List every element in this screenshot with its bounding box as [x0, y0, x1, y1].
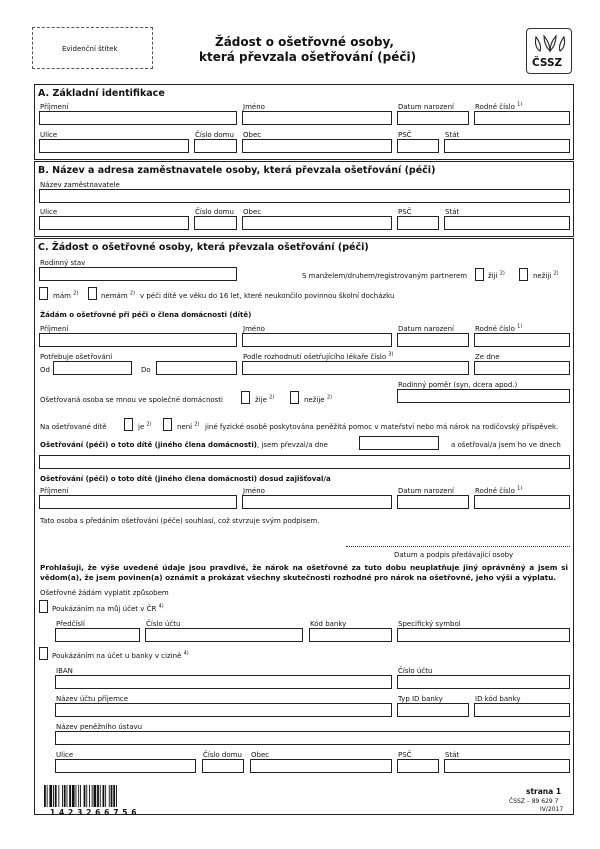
barcode-bar	[67, 785, 68, 807]
label-c-stat: Stát	[445, 751, 460, 759]
cssz-logo	[526, 28, 572, 74]
label-spec-symbol: Specifický symbol	[398, 620, 461, 628]
barcode-bar	[80, 785, 81, 807]
label-deti-text: v péči dítě ve věku do 16 let, které neukončilo povinnou školní docházku	[140, 292, 395, 300]
barcode-bar	[53, 785, 54, 807]
label-b-ulice: Ulice	[40, 208, 58, 216]
barcode-bar	[92, 785, 93, 807]
a-ulice-field[interactable]	[39, 139, 189, 153]
label-nazev-ustavu: Název peněžního ústavu	[56, 723, 143, 731]
barcode-bar	[72, 785, 75, 807]
nezije-checkbox[interactable]	[290, 391, 299, 404]
barcode-bar	[55, 785, 57, 807]
barcode-bar	[44, 785, 46, 807]
zije-checkbox[interactable]	[241, 391, 250, 404]
logo-text: ČSSZ	[532, 57, 563, 69]
a-jmeno-field[interactable]	[242, 111, 392, 125]
barcode-bar	[76, 785, 77, 807]
label-nazev-zamestnavatele: Název zaměstnavatele	[40, 181, 120, 189]
label-d-prijmeni: Příjmení	[40, 487, 69, 495]
neni-checkbox[interactable]	[163, 418, 172, 431]
barcode-bar	[62, 785, 63, 807]
c-psc-field[interactable]	[397, 759, 439, 773]
label-souhlas: Tato osoba s předáním ošetřování (péče) souhlasí, což stvrzuje svým podpisem.	[40, 517, 320, 525]
label-prijmeni: Příjmení	[40, 103, 69, 111]
label-nazev-uctu: Název účtu příjemce	[56, 695, 129, 703]
barcode-number: 1 4 2 3 2 6 6 7 5 6	[50, 808, 138, 817]
b-psc-field[interactable]	[397, 216, 439, 230]
label-potrebuje: Potřebuje ošetřování	[40, 353, 113, 361]
iban-field[interactable]	[55, 675, 392, 689]
label-c-ulice: Ulice	[56, 751, 74, 759]
label-ulice: Ulice	[40, 131, 58, 139]
c-cislo-domu-field[interactable]	[202, 759, 244, 773]
label-poukazanim-cizina: Poukázáním na účet u banky v cizině $^{4)}$	[52, 650, 189, 660]
barcode-bar	[116, 785, 117, 807]
label-typ-id: Typ ID banky	[398, 695, 443, 703]
label-je: je $^{2)}$	[138, 421, 152, 431]
label-c-prijmeni: Příjmení	[40, 325, 69, 333]
barcode-bar	[94, 785, 97, 807]
label-podle: Podle rozhodnutí ošetřujícího lékaře číslo $^{3)}$	[243, 351, 394, 361]
label-osetrovana: Ošetřovaná osoba se mnou ve společné domácnosti	[40, 396, 224, 404]
label-rod-pomer: Rodinný poměr (syn, dcera apod.)	[398, 381, 518, 389]
a-obec-field[interactable]	[242, 139, 392, 153]
label-cislo-uctu2: Číslo účtu	[398, 667, 433, 675]
do-field[interactable]	[156, 361, 237, 375]
b-obec-field[interactable]	[242, 216, 392, 230]
barcode-bar	[47, 785, 48, 807]
a-psc-field[interactable]	[397, 139, 439, 153]
label-nemam: nemám $^{2)}$	[101, 290, 136, 300]
barcode-bar	[89, 785, 90, 807]
c-datum-field[interactable]	[397, 333, 469, 347]
label-neni: není $^{2)}$	[177, 421, 200, 431]
b-nazev-field[interactable]	[39, 189, 570, 203]
label-zadam: Žádám o ošetřovné při péči o člena domácnosti (dítě)	[40, 311, 252, 319]
barcode-bar	[69, 785, 71, 807]
label-c-psc: PSČ	[398, 751, 412, 759]
cssz-emblem-icon	[528, 33, 572, 55]
label-jmeno: Jméno	[243, 103, 265, 111]
barcode-bar	[103, 785, 105, 807]
b-cislo-domu-field[interactable]	[194, 216, 237, 230]
barcode-bar	[109, 785, 110, 807]
d-jmeno-field[interactable]	[242, 495, 392, 509]
form-title-line1: Žádost o ošetřovné osoby,	[215, 35, 394, 49]
label-s-manzelem: S manželem/druhem/registrovaným partnerem	[302, 272, 468, 280]
rod-pomer-field[interactable]	[397, 389, 570, 403]
label-dosud-title: Ošetřování (péči) o toto dítě (jiného člena domácnosti) dosud zajišťoval/a	[40, 475, 331, 483]
c-ulice-field[interactable]	[55, 759, 196, 773]
evidence-stamp-label: Evidenční štítek	[62, 45, 118, 53]
label-id-kod: ID kód banky	[475, 695, 521, 703]
label-ziji: žiji $^{2)}$	[488, 270, 505, 280]
label-kod-banky: Kód banky	[310, 620, 347, 628]
c-rc-field[interactable]	[474, 333, 570, 347]
form-version: IV/2017	[540, 806, 564, 813]
label-c-obec: Obec	[251, 751, 270, 759]
barcode-bar	[113, 785, 115, 807]
label-nezije: nežije $^{2)}$	[304, 394, 332, 404]
label-neziji: nežiji $^{2)}$	[533, 270, 559, 280]
label-datum-narozeni: Datum narození	[398, 103, 454, 111]
label-b-stat: Stát	[445, 208, 460, 216]
prevzal-dne-field[interactable]	[359, 436, 439, 450]
section-a-title: A. Základní identifikace	[38, 88, 165, 99]
label-d-datum: Datum narození	[398, 487, 454, 495]
barcode-bar	[78, 785, 79, 807]
page-number: strana 1	[526, 787, 562, 796]
label-a-osetroval: a ošetřoval/a jsem ho ve dnech	[451, 441, 561, 449]
label-cislo-domu: Číslo domu	[195, 131, 234, 139]
label-mam: mám $^{2)}$	[53, 290, 79, 300]
form-code: ČSSZ – 89 629 7	[509, 798, 559, 805]
typ-id-field[interactable]	[397, 703, 469, 717]
section-b-title: B. Název a adresa zaměstnavatele osoby, která převzala ošetřování (péči)	[38, 165, 436, 176]
barcode-bar	[111, 785, 113, 807]
mam-checkbox[interactable]	[39, 287, 48, 300]
nemam-checkbox[interactable]	[88, 287, 97, 300]
je-checkbox[interactable]	[124, 418, 133, 431]
podle-field[interactable]	[242, 361, 469, 375]
prohlasuji-text: Prohlašuji, že výše uvedené údaje jsou pravdivé, že nárok na ošetřovné za tuto dobu neuplatňuje jiný oprávněný a jsem si vědom(a), že jsem povinen(a) oznámit a prokázat všechny skutečnosti rozhodné pro nárok na ošetřovné, jeho výši a výplatu.	[40, 563, 568, 582]
spec-symbol-field[interactable]	[397, 628, 570, 642]
form-title-line2: která převzala ošetřování (péči)	[199, 50, 417, 64]
a-datum-narozeni-field[interactable]	[397, 111, 469, 125]
barcode	[44, 785, 148, 807]
ze-dne-field[interactable]	[474, 361, 570, 375]
barcode-bar	[64, 785, 66, 807]
d-prijmeni-field[interactable]	[39, 495, 237, 509]
label-c-rc: Rodné číslo $^{1)}$	[475, 323, 523, 333]
b-stat-field[interactable]	[444, 216, 570, 230]
label-cislo-uctu: Číslo účtu	[146, 620, 181, 628]
id-kod-field[interactable]	[474, 703, 570, 717]
label-jine-text: jiné fyzické osobě poskytována peněžitá pomoc v mateřství nebo má nárok na rodičovský příspěvek.	[205, 423, 559, 431]
label-od: Od	[40, 366, 50, 374]
label-do: Do	[141, 366, 151, 374]
label-c-cislo-domu: Číslo domu	[203, 751, 242, 759]
a-cislo-domu-field[interactable]	[194, 139, 237, 153]
barcode-bar	[86, 785, 87, 807]
predcisli-field[interactable]	[55, 628, 140, 642]
rodinny-stav-field[interactable]	[39, 267, 237, 281]
label-osetrovani-prevzal: Ošetřování (péči) o toto dítě (jiného člena domácnosti), jsem převzal/a dne	[40, 441, 328, 449]
kod-banky-field[interactable]	[309, 628, 392, 642]
label-b-psc: PSČ	[398, 208, 412, 216]
nazev-ustavu-field[interactable]	[55, 731, 570, 745]
c-prijmeni-field[interactable]	[39, 333, 237, 347]
signature-line[interactable]	[346, 546, 570, 547]
neziji-checkbox[interactable]	[519, 268, 528, 281]
label-b-cislo-domu: Číslo domu	[195, 208, 234, 216]
label-poukazanim-cr: Poukázáním na můj účet v ČR $^{4)}$	[52, 603, 164, 613]
label-b-obec: Obec	[243, 208, 262, 216]
section-c-title: C. Žádost o ošetřovné osoby, která převzala ošetřování (péči)	[38, 242, 369, 253]
label-ze-dne: Ze dne	[475, 353, 500, 361]
label-d-rc: Rodné číslo $^{1)}$	[475, 485, 523, 495]
label-predcisli: Předčíslí	[56, 620, 85, 628]
label-vyplatit: Ošetřovné žádám vyplatit způsobem	[40, 589, 169, 597]
barcode-bar	[100, 785, 101, 807]
barcode-bar	[105, 785, 106, 807]
label-na-osetrovane: Na ošetřované dítě	[40, 423, 107, 431]
barcode-bar	[84, 785, 86, 807]
label-c-datum: Datum narození	[398, 325, 454, 333]
cislo-uctu2-field[interactable]	[397, 675, 570, 689]
c-stat-field[interactable]	[444, 759, 570, 773]
label-obec: Obec	[243, 131, 262, 139]
label-rodne-cislo: Rodné číslo $^{1)}$	[475, 101, 523, 111]
barcode-bar	[49, 785, 52, 807]
label-iban: IBAN	[56, 667, 73, 675]
label-podpis: Datum a podpis předávající osoby	[394, 551, 514, 559]
poukazanim-cizina-checkbox[interactable]	[39, 647, 48, 660]
ve-dnech-field[interactable]	[39, 455, 570, 469]
od-field[interactable]	[53, 361, 132, 375]
nazev-uctu-field[interactable]	[55, 703, 392, 717]
a-prijmeni-field[interactable]	[39, 111, 237, 125]
barcode-bar	[97, 785, 99, 807]
a-rodne-cislo-field[interactable]	[474, 111, 570, 125]
label-psc: PSČ	[398, 131, 412, 139]
poukazanim-cr-checkbox[interactable]	[39, 600, 48, 613]
label-d-jmeno: Jméno	[243, 487, 265, 495]
label-stat: Stát	[445, 131, 460, 139]
c-obec-field[interactable]	[250, 759, 392, 773]
b-ulice-field[interactable]	[39, 216, 189, 230]
c-jmeno-field[interactable]	[242, 333, 392, 347]
label-rodinny-stav: Rodinný stav	[40, 259, 86, 267]
ziji-checkbox[interactable]	[475, 268, 484, 281]
label-zije: žije $^{2)}$	[255, 394, 275, 404]
d-datum-field[interactable]	[397, 495, 469, 509]
label-c-jmeno: Jméno	[243, 325, 265, 333]
cislo-uctu-field[interactable]	[145, 628, 303, 642]
a-stat-field[interactable]	[444, 139, 570, 153]
d-rc-field[interactable]	[474, 495, 570, 509]
barcode-bar	[58, 785, 59, 807]
